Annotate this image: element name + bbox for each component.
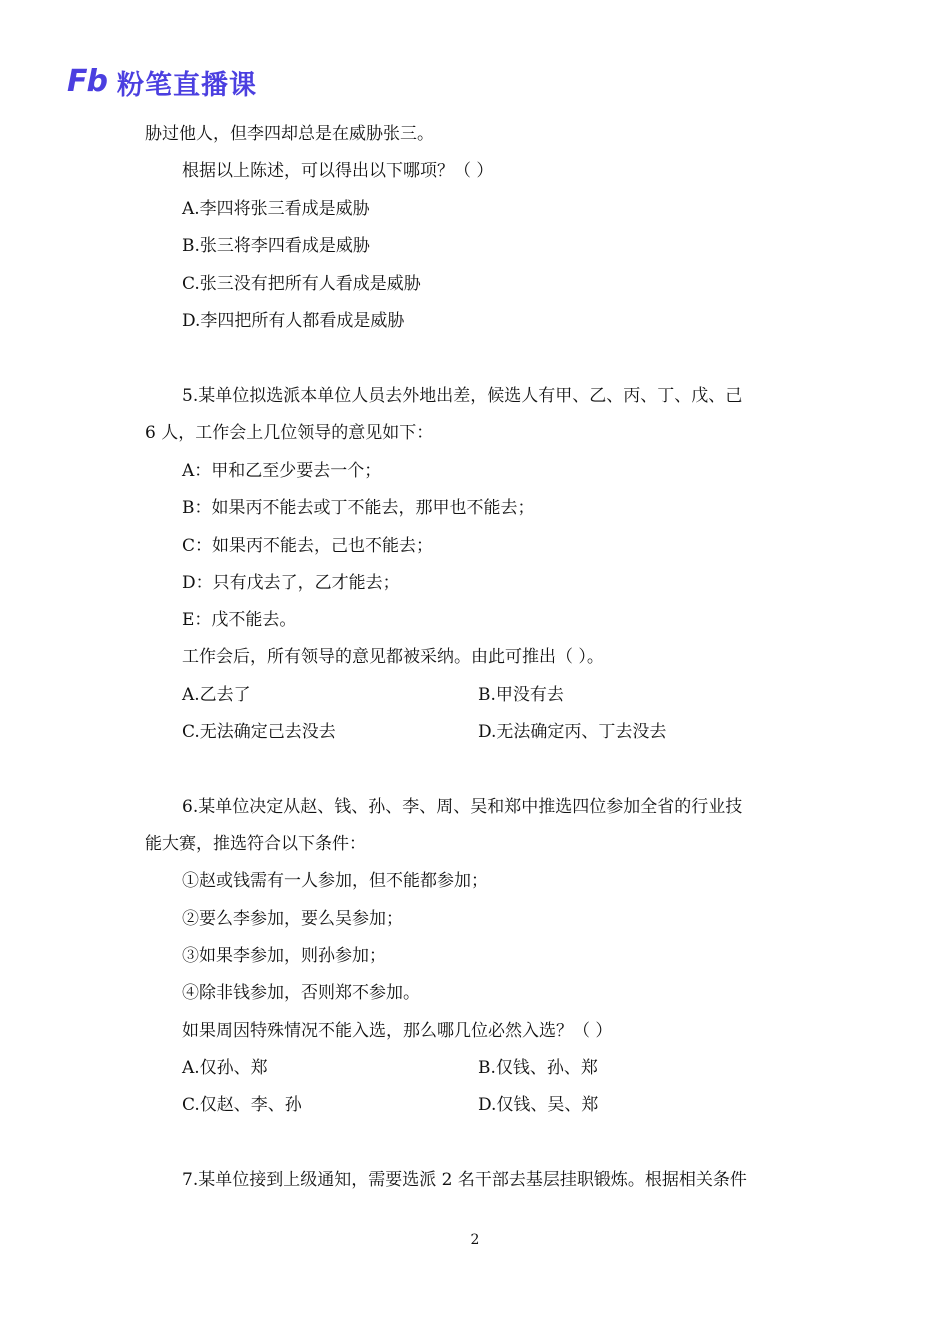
q4-option-b: B.张三将李四看成是威胁 <box>182 236 370 256</box>
fb-logo-icon: Fb <box>67 64 107 99</box>
q4-option-c: C.张三没有把所有人看成是威胁 <box>182 274 421 294</box>
q6-option-c: C.仅赵、李、孙 <box>182 1095 302 1115</box>
q6-condition-3: ③如果李参加，则孙参加； <box>182 946 386 966</box>
q6-stem-line1: 6.某单位决定从赵、钱、孙、李、周、吴和郑中推选四位参加全省的行业技 <box>182 797 743 817</box>
q6-question: 如果周因特殊情况不能入选，那么哪几位必然入选？（ ） <box>182 1021 613 1041</box>
brand-logo <box>67 64 257 100</box>
q5-condition-d: D：只有戊去了，乙才能去； <box>182 573 400 593</box>
q5-question: 工作会后，所有领导的意见都被采纳。由此可推出（ ）。 <box>182 647 604 667</box>
q4-option-a: A.李四将张三看成是威胁 <box>182 199 370 219</box>
q5-option-b: B.甲没有去 <box>478 685 564 705</box>
q6-option-d: D.仅钱、吴、郑 <box>478 1095 599 1115</box>
q5-stem-line2: 6 人，工作会上几位领导的意见如下： <box>145 423 434 443</box>
q5-option-d: D.无法确定丙、丁去没去 <box>478 722 667 742</box>
q5-stem-line1: 5.某单位拟选派本单位人员去外地出差，候选人有甲、乙、丙、丁、戊、己 <box>182 386 743 406</box>
q6-option-a: A.仅孙、郑 <box>182 1058 268 1078</box>
q5-condition-e: E：戊不能去。 <box>182 610 297 630</box>
q6-stem-line2: 能大赛，推选符合以下条件： <box>145 834 366 854</box>
q5-condition-b: B：如果丙不能去或丁不能去，那甲也不能去； <box>182 498 535 518</box>
q6-condition-4: ④除非钱参加，否则郑不参加。 <box>182 983 420 1003</box>
q4-option-d: D.李四把所有人都看成是威胁 <box>182 311 405 331</box>
q6-option-b: B.仅钱、孙、郑 <box>478 1058 598 1078</box>
q5-condition-c: C：如果丙不能去，己也不能去； <box>182 536 434 556</box>
q7-stem-line1: 7.某单位接到上级通知，需要选派 2 名干部去基层挂职锻炼。根据相关条件 <box>182 1170 747 1190</box>
q6-condition-1: ①赵或钱需有一人参加，但不能都参加； <box>182 871 488 891</box>
q4-question: 根据以上陈述，可以得出以下哪项？（ ） <box>182 161 494 181</box>
q4-continuation: 胁过他人，但李四却总是在威胁张三。 <box>145 124 434 144</box>
brand-name: 粉笔直播课 <box>116 69 257 101</box>
q5-option-a: A.乙去了 <box>182 685 251 705</box>
q5-option-c: C.无法确定己去没去 <box>182 722 336 742</box>
q5-condition-a: A：甲和乙至少要去一个； <box>182 461 382 481</box>
page-number: 2 <box>470 1232 480 1248</box>
q6-condition-2: ②要么李参加，要么吴参加； <box>182 909 403 929</box>
